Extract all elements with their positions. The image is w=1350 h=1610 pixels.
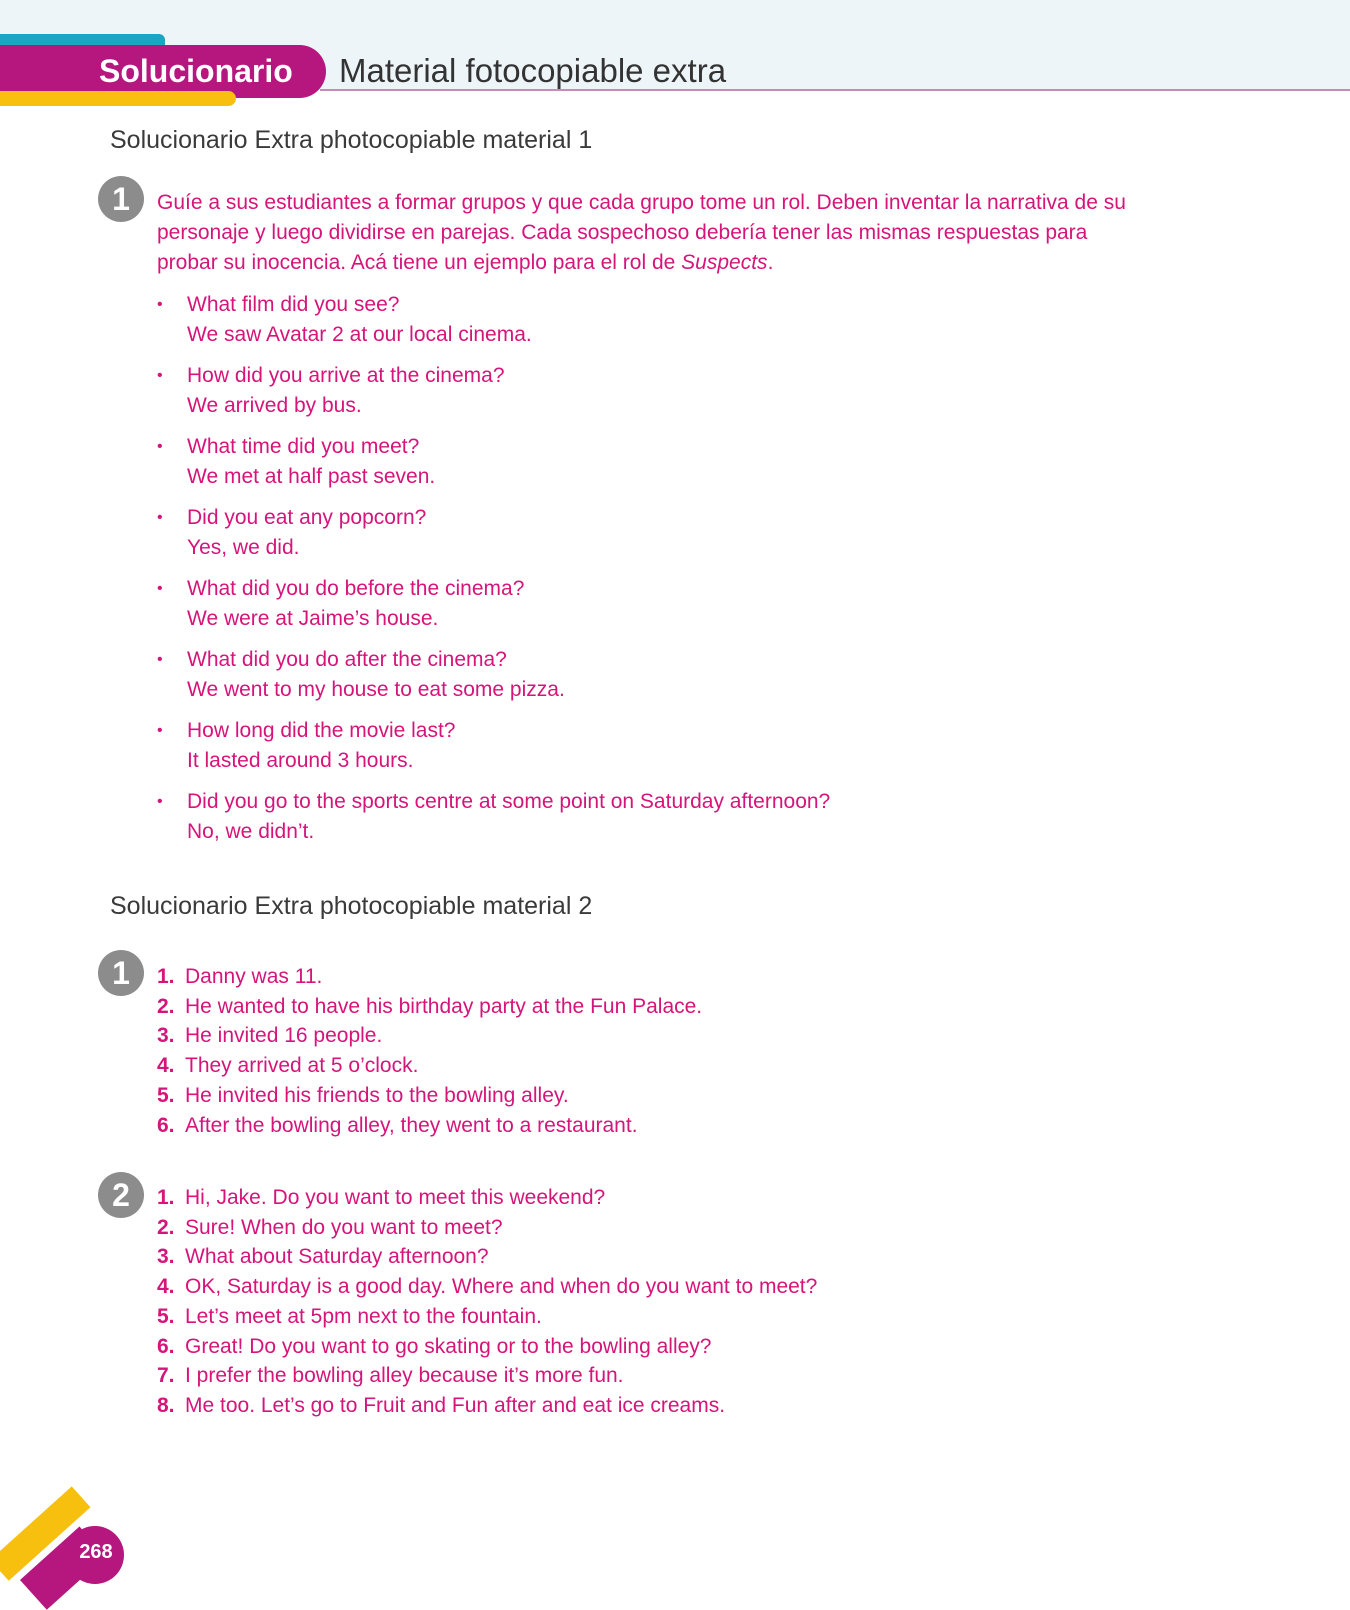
bullet-icon: •	[157, 296, 163, 313]
list-item	[157, 1361, 817, 1391]
item-number: 4.	[157, 1054, 175, 1078]
item-text: They arrived at 5 o’clock.	[185, 1054, 419, 1078]
bullet-icon: •	[157, 580, 163, 597]
section1-intro	[157, 188, 1147, 278]
answer: It lasted around 3 hours.	[187, 749, 414, 772]
bullet-icon: •	[157, 509, 163, 526]
item-number: 7.	[157, 1364, 175, 1388]
question: What did you do after the cinema?	[187, 648, 507, 671]
page-number: 268	[79, 1541, 113, 1563]
list-item	[157, 1021, 702, 1051]
list-item	[157, 962, 702, 992]
answer: We saw Avatar 2 at our local cinema.	[187, 323, 532, 346]
item-number: 2.	[157, 1215, 175, 1239]
item-number: 4.	[157, 1275, 175, 1299]
item-text: After the bowling alley, they went to a restaurant.	[185, 1113, 638, 1137]
item-text: He invited 16 people.	[185, 1024, 383, 1048]
exercise-number-badge: 1	[98, 176, 144, 222]
answer: No, we didn’t.	[187, 820, 315, 843]
qa-list	[157, 290, 830, 858]
list-item	[157, 1111, 702, 1141]
list-item	[157, 716, 830, 787]
item-number: 2.	[157, 994, 175, 1018]
item-text: Let’s meet at 5pm next to the fountain.	[185, 1304, 542, 1328]
list-item	[157, 1391, 817, 1421]
bullet-icon: •	[157, 722, 163, 739]
item-text: He invited his friends to the bowling alley.	[185, 1083, 569, 1107]
question: What did you do before the cinema?	[187, 577, 525, 600]
question: What film did you see?	[187, 293, 400, 316]
answer: Yes, we did.	[187, 536, 300, 559]
item-number: 1.	[157, 965, 175, 988]
exercise-number-badge: 2	[98, 1172, 144, 1218]
list-item	[157, 1213, 817, 1243]
item-text: I prefer the bowling alley because it’s more fun.	[185, 1364, 624, 1388]
item-text: Me too. Let’s go to Fruit and Fun after and eat ice creams.	[185, 1393, 726, 1417]
item-text: Danny was 11.	[185, 965, 323, 988]
list-item	[157, 1242, 817, 1272]
list-item	[157, 1332, 817, 1362]
answer: We were at Jaime’s house.	[187, 607, 439, 630]
item-number: 1.	[157, 1186, 175, 1209]
intro-end: .	[767, 251, 774, 274]
bullet-icon: •	[157, 651, 163, 668]
list-item	[157, 1272, 817, 1302]
item-number: 3.	[157, 1245, 175, 1269]
bullet-icon: •	[157, 367, 163, 384]
list-item	[157, 1302, 817, 1332]
list-item	[157, 1051, 702, 1081]
item-number: 6.	[157, 1334, 175, 1358]
list-item	[157, 645, 830, 716]
question: What time did you meet?	[187, 435, 420, 458]
header-yellow-bar	[0, 91, 236, 106]
list-item	[157, 992, 702, 1022]
question: Did you eat any popcorn?	[187, 506, 427, 529]
page-title: Material fotocopiable extra	[339, 52, 727, 89]
item-number: 3.	[157, 1024, 175, 1048]
item-text: Great! Do you want to go skating or to the bowling alley?	[185, 1334, 712, 1358]
exercise-number-badge: 1	[98, 950, 144, 996]
question: How long did the movie last?	[187, 719, 456, 742]
list-item	[157, 1183, 817, 1213]
item-text: Sure! When do you want to meet?	[185, 1215, 503, 1239]
list-item	[157, 503, 830, 574]
item-number: 8.	[157, 1393, 175, 1417]
section1-heading: Solucionario Extra photocopiable material 1	[110, 126, 593, 154]
list-item	[157, 432, 830, 503]
item-number: 5.	[157, 1304, 175, 1328]
exercise1-list	[157, 962, 702, 1140]
list-item	[157, 290, 830, 361]
answer: We arrived by bus.	[187, 394, 362, 417]
section2-heading: Solucionario Extra photocopiable material 2	[110, 892, 593, 920]
item-number: 6.	[157, 1113, 175, 1137]
list-item	[157, 574, 830, 645]
exercise2-list	[157, 1183, 817, 1421]
item-text: What about Saturday afternoon?	[185, 1245, 489, 1269]
intro-text: Guíe a sus estudiantes a formar grupos y que cada grupo tome un rol. Deben inventar la narrativa de su personaje y luego dividirse en parejas. Cada sospechoso debería tener las mismas respuestas para probar su inocencia. Acá tiene un ejemplo para el rol de	[157, 191, 1126, 274]
list-item	[157, 1081, 702, 1111]
item-text: He wanted to have his birthday party at the Fun Palace.	[185, 994, 703, 1018]
question: How did you arrive at the cinema?	[187, 364, 505, 387]
answer: We met at half past seven.	[187, 465, 436, 488]
question: Did you go to the sports centre at some point on Saturday afternoon?	[187, 790, 831, 813]
list-item	[157, 787, 830, 858]
item-text: Hi, Jake. Do you want to meet this weekend?	[185, 1186, 606, 1209]
intro-italic: Suspects	[681, 251, 768, 274]
bullet-icon: •	[157, 438, 163, 455]
item-text: OK, Saturday is a good day. Where and when do you want to meet?	[185, 1275, 818, 1299]
bullet-icon: •	[157, 793, 163, 810]
brand-label: Solucionario	[99, 53, 293, 89]
answer: We went to my house to eat some pizza.	[187, 678, 565, 701]
list-item	[157, 361, 830, 432]
item-number: 5.	[157, 1083, 175, 1107]
